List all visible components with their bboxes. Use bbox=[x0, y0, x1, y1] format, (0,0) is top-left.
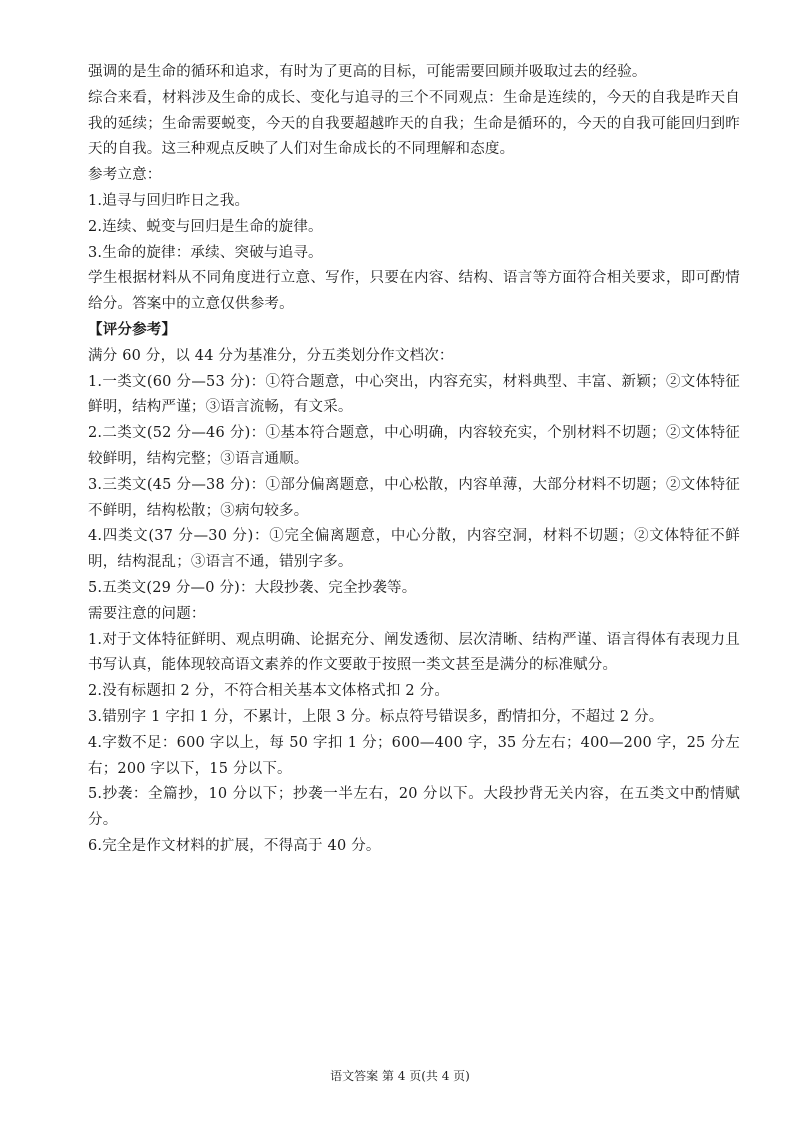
attention-item: 1.对于文体特征鲜明、观点明确、论据充分、阐发透彻、层次清晰、结构严谨、语言得体有表现力且书写认真，能体现较高语文素养的作文要敢于按照一类文甚至是满分的标准赋分。 bbox=[88, 631, 740, 674]
reference-note: 学生根据材料从不同角度进行立意、写作，只要在内容、结构、语言等方面符合相关要求，即可酌情给分。答案中的立意仅供参考。 bbox=[88, 270, 740, 313]
paragraph-continuation: 强调的是生命的循环和追求，有时为了更高的目标，可能需要回顾并吸取过去的经验。 bbox=[88, 64, 647, 80]
reference-theme-item: 1.追寻与回归昨日之我。 bbox=[88, 192, 250, 209]
paragraph-summary: 综合来看，材料涉及生命的成长、变化与追寻的三个不同观点：生命是连续的，今天的自我是昨天自我的延续；生命需要蜕变，今天的自我要超越昨天的自我；生命是循环的，今天的自我可能回归到昨天的自我。这三种观点反映了人们对生命成长的不同理解和态度。 bbox=[88, 89, 740, 158]
scoring-heading: 【评分参考】 bbox=[88, 321, 177, 338]
scoring-intro: 满分 60 分，以 44 分为基准分，分五类划分作文档次： bbox=[88, 347, 454, 364]
reference-theme-item: 3.生命的旋律：承续、突破与追寻。 bbox=[88, 244, 323, 261]
answer-page-body bbox=[88, 60, 740, 860]
attention-item: 6.完全是作文材料的扩展，不得高于 40 分。 bbox=[88, 837, 381, 854]
attention-item: 2.没有标题扣 2 分，不符合相关基本文体格式扣 2 分。 bbox=[88, 683, 450, 700]
scoring-level: 2.二类文(52 分—46 分)：①基本符合题意，中心明确，内容较充实，个别材料不切题；②文体特征较鲜明，结构完整；③语言通顺。 bbox=[88, 425, 740, 467]
attention-item: 3.错别字 1 字扣 1 分，不累计，上限 3 分。标点符号错误多，酌情扣分，不超过 2 分。 bbox=[88, 708, 664, 725]
scoring-level: 4.四类文(37 分—30 分)：①完全偏离题意，中心分散，内容空洞，材料不切题；②文体特征不鲜明，结构混乱；③语言不通，错别字多。 bbox=[88, 528, 740, 571]
reference-theme-item: 2.连续、蜕变与回归是生命的旋律。 bbox=[88, 218, 323, 235]
attention-item: 4.字数不足：600 字以上，每 50 字扣 1 分；600—400 字，35 分左右；400—200 字，25 分左右；200 字以下，15 分以下。 bbox=[88, 734, 740, 777]
scoring-level: 1.一类文(60 分—53 分)：①符合题意，中心突出，内容充实，材料典型、丰富、新颖；②文体特征鲜明，结构严谨；③语言流畅，有文采。 bbox=[88, 373, 740, 416]
attention-item: 5.抄袭：全篇抄，10 分以下；抄袭一半左右，20 分以下。大段抄背无关内容，在五类文中酌情赋分。 bbox=[88, 786, 740, 829]
scoring-level: 3.三类文(45 分—38 分)：①部分偏离题意，中心松散，内容单薄，大部分材料不切题；②文体特征不鲜明，结构松散；③病句较多。 bbox=[88, 476, 740, 519]
reference-theme-title: 参考立意： bbox=[88, 167, 162, 184]
attention-title: 需要注意的问题： bbox=[88, 605, 206, 622]
scoring-level: 5.五类文(29 分—0 分)：大段抄袭、完全抄袭等。 bbox=[88, 579, 417, 596]
page-footer: 语文答案 第 4 页(共 4 页) bbox=[330, 1069, 470, 1083]
